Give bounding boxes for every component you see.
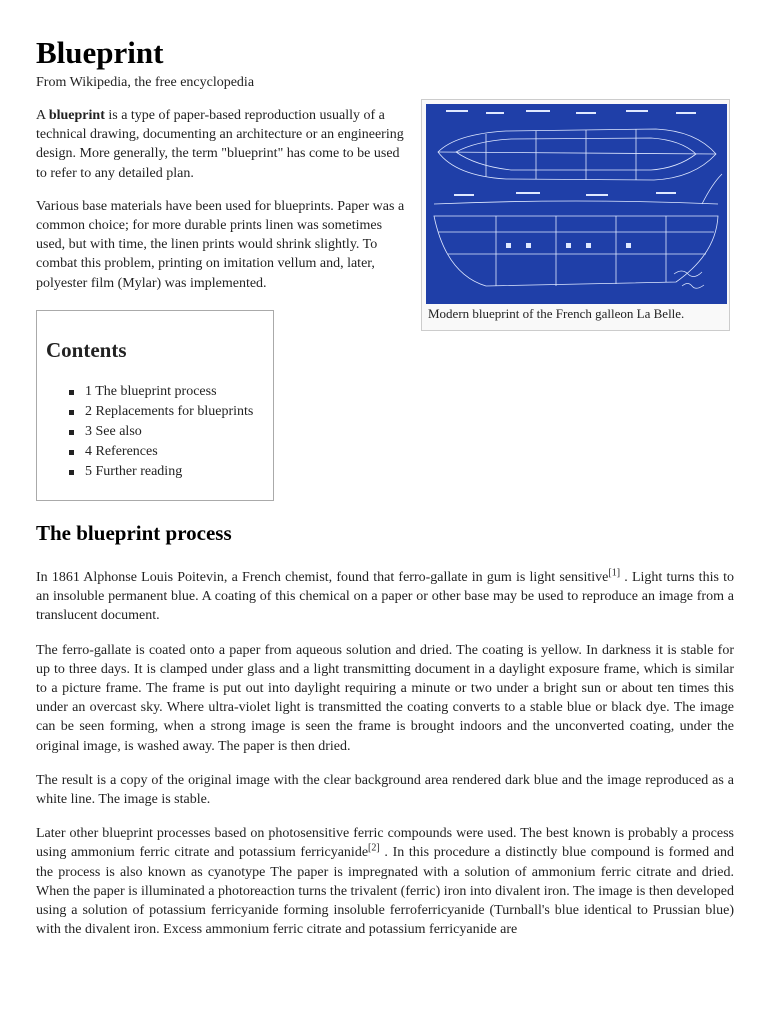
- figure-caption: Modern blueprint of the French galleon La Belle.: [428, 306, 685, 321]
- toc-item-further-reading[interactable]: 5 Further reading: [67, 462, 253, 482]
- toc-item-replacements[interactable]: 2 Replacements for blueprints: [67, 402, 253, 422]
- citation-link[interactable]: [1]: [608, 567, 621, 579]
- body-text: . Light turns this to an insoluble permanent blue. A coating of this chemical on a paper or other base may be used to reproduce an image from a translucent document.: [36, 570, 734, 624]
- figure: [421, 99, 730, 331]
- blueprint-image[interactable]: [426, 104, 727, 304]
- table-of-contents: [36, 310, 274, 501]
- body-text: In 1861 Alphonse Louis Poitevin, a French chemist, found that ferro-gallate in gum is light sensitive: [36, 570, 609, 585]
- article: [36, 34, 734, 938]
- toc-list: [67, 382, 253, 482]
- toc-item-blueprint-process[interactable]: 1 The blueprint process: [67, 382, 253, 402]
- intro-paragraph-2: Various base materials have been used for blueprints. Paper was a common choice; for more durable prints linen was sometimes used, but with time, the linen prints would shrink slightly. To combat this problem, printing on imitation vellum and, later, polyester film (Mylar) was implemented.: [36, 198, 405, 291]
- body-text: . In this procedure a distinctly blue compound is formed and the process is also known as cyanotype The paper is impregnated with a solution of ammonium ferric citrate and dried. When the paper is illuminated a photoreaction turns the trivalent (ferric) iron into divalent iron. The image is then developed using a solution of potassium ferricyanide forming insoluble ferroferricyanide (Turnball's blue identical to Prussian blue) with the divalent iron. Excess ammonium ferric citrate and potassium ferricyanide are: [36, 845, 734, 938]
- blueprint-background: [426, 104, 727, 304]
- toc-item-see-also[interactable]: 3 See also: [67, 422, 253, 442]
- section-heading: The blueprint process: [36, 521, 232, 545]
- toc-item-references[interactable]: 4 References: [67, 442, 253, 462]
- body-paragraph-4: [36, 824, 734, 939]
- section-body: [36, 568, 734, 954]
- body-text: Later other blueprint processes based on photosensitive ferric compounds were used. The best known is probably a process using ammonium ferric citrate and potassium ferricyanide: [36, 826, 734, 861]
- body-paragraph-3: The result is a copy of the original image with the clear background area rendered dark blue and the image reproduced as a white line. The image is stable.: [36, 772, 734, 808]
- intro: [36, 106, 406, 307]
- intro-paragraph-1: [36, 106, 406, 183]
- intro-text: A: [36, 108, 49, 123]
- body-paragraph-2: The ferro-gallate is coated onto a paper from aqueous solution and dried. The coating is yellow. In darkness it is stable for up to three days. It is clamped under glass and a light transmitting document in a daylight exposure frame, which is similar to a picture frame. The frame is put out into daylight requiring a minute or two under a bright sun or about ten times this under an overcast sky. Where ultra-violet light is transmitted the coating converts to a stable blue or black dye. The image can be seen forming, when a strong image is seen the frame is brought indoors and the unconverted coating, under the original image, is washed away. The paper is then dried.: [36, 642, 734, 754]
- intro-bold-term: blueprint: [48, 108, 105, 123]
- page-subtitle: From Wikipedia, the free encyclopedia: [36, 75, 255, 90]
- body-paragraph-1: [36, 568, 734, 626]
- toc-title: Contents: [46, 338, 127, 362]
- citation-link[interactable]: [2]: [368, 842, 380, 854]
- intro-text: is a type of paper-based reproduction usually of a technical drawing, documenting an architecture or an engineering design. More generally, the term "blueprint" has come to be used to refer to any detailed plan.: [36, 108, 404, 181]
- page-title: Blueprint: [36, 35, 164, 70]
